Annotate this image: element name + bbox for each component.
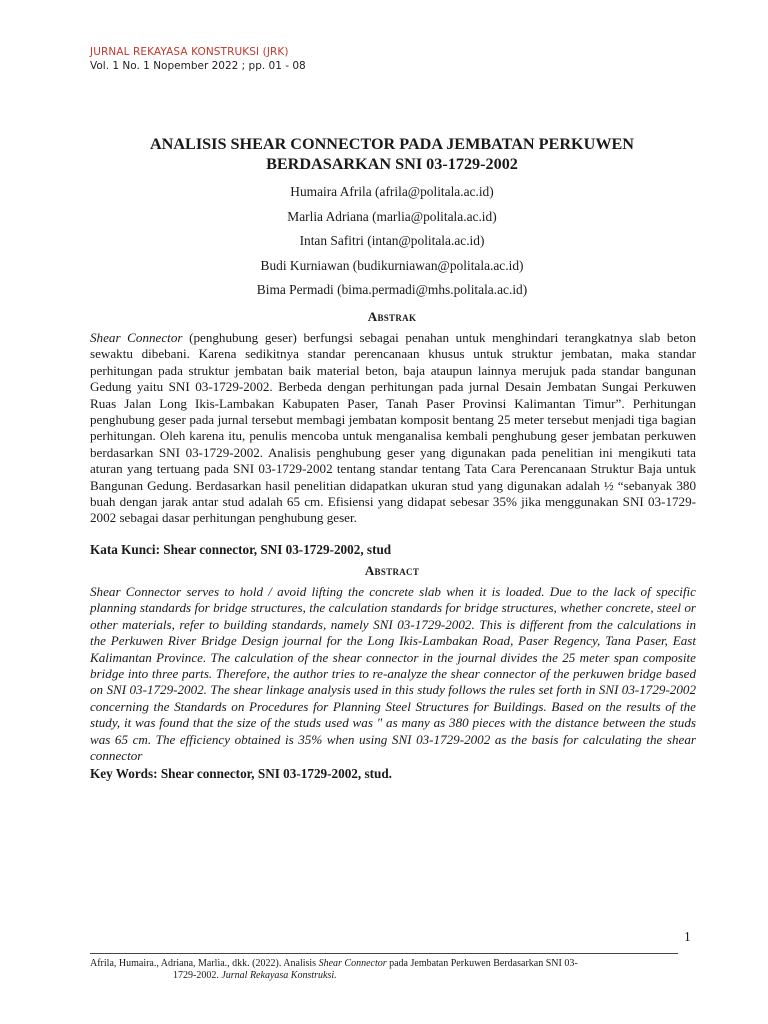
citation-italic: Shear Connector <box>318 958 387 969</box>
title-line-2: BERDASARKAN SNI 03-1729-2002 <box>266 155 518 173</box>
kata-kunci: Kata Kunci: Shear connector, SNI 03-1729-2002, stud <box>90 542 392 557</box>
abstrak-lead: Shear Connector <box>90 330 183 345</box>
abstract-body: Shear Connector serves to hold / avoid lifting the concrete slab when it is loaded. Due to the lack of specific planning standards for bridge structures, the calculation standards for bridge structures, whether concrete, steel or other materials, refer to building standards, namely SNI 03-1729-2002. This is different from the calculations in the Perkuwen River Bridge Design journal for the Long Ikis-Lambakan Road, Paser Regency, Tana Paser, East Kalimantan Province. The calculation of the shear connector in the journal divides the 25 meter span composite bridge into three parts. Therefore, the author tries to re-analyze the shear connector of the perkuwen bridge based on SNI 03-1729-2002. The shear linkage analysis used in this study follows the rules set forth in SNI 03-1729-2002 concerning the Standards on Procedures for Planning Steel Structures for Buildings. Based on the results of the study, it was found that the size of the studs used was " as many as 380 pieces with the distance between the studs was 65 cm. The efficiency obtained is 35% when using SNI 03-1729-2002 as the basis for calculating the shear connector <box>90 584 696 764</box>
citation-journal: Jurnal Rekayasa Konstruksi. <box>221 970 337 981</box>
citation-part-c: 1729-2002. <box>173 970 222 981</box>
journal-name: JURNAL REKAYASA KONSTRUKSI (JRK) <box>90 46 289 58</box>
key-words: Key Words: Shear connector, SNI 03-1729-2002, stud. <box>90 766 392 781</box>
title-line-1: ANALISIS SHEAR CONNECTOR PADA JEMBATAN PERKUWEN <box>149 135 635 153</box>
abstrak-heading: Abstrak <box>367 309 417 324</box>
citation-part-a: Afrila, Humaira., Adriana, Marlia., dkk. (2022). Analisis <box>90 958 319 969</box>
page-number: 1 <box>684 929 691 944</box>
abstrak-body <box>90 330 696 527</box>
abstract-heading: Abstract <box>364 563 420 578</box>
citation-part-b: pada Jembatan Perkuwen Berdasarkan SNI 03- <box>386 958 578 969</box>
author-2: Marlia Adriana (marlia@politala.ac.id) <box>287 208 497 224</box>
author-1: Humaira Afrila (afrila@politala.ac.id) <box>290 184 494 199</box>
abstrak-text: (penghubung geser) berfungsi sebagai penahan untuk menghindari terangkatnya slab beton sewaktu dibebani. Karena sedikitnya standar perencanaan khusus untuk struktur jembatan, maka standar perhitungan pada struktur jembatan baik material beton, baja ataupun lainnya merujuk pada standar bangunan Gedung yaitu SNI 03-1729-2002. Berbeda dengan perhitungan pada jurnal Desain Jembatan Sungai Perkuwen Ruas Jalan Long Ikis-Lambakan Kabupaten Paser, Tanah Paser Provinsi Kalimantan Timur”. Perhitungan penghubung geser pada jurnal tersebut membagi jembatan komposit bentang 25 meter tersebut menjadi tiga bagian perhitungan. Oleh karena itu, penulis mencoba untuk menganalisa kembali penghubung geser jembatan perkuwen berdasarkan SNI 03-1729-2002. Analisis penghubung geser yang digunakan pada penelitian ini mengikuti tata aturan yang tertuang pada SNI 03-1729-2002 tentang standar tentang Tata Cara Perencanaan Struktur Baja untuk Bangunan Gedung. Berdasarkan hasil penelitian didapatkan ukuran stud yang digunakan adalah ½ “sebanyak 380 buah dengan jarak antar stud adalah 65 cm. Efisiensi yang didapat sebesar 35% jika menggunakan SNI 03-1729-2002 sebagai dasar perhitungan penghubung geser. <box>90 330 696 526</box>
author-4: Budi Kurniawan (budikurniawan@politala.ac.id) <box>260 257 524 273</box>
footer-citation <box>90 958 690 982</box>
author-3: Intan Safitri (intan@politala.ac.id) <box>299 233 485 248</box>
journal-volume: Vol. 1 No. 1 Nopember 2022 ; pp. 01 - 08 <box>90 60 306 72</box>
author-list <box>90 180 694 303</box>
paper-title <box>90 134 694 174</box>
author-5: Bima Permadi (bima.permadi@mhs.politala.ac.id) <box>256 282 528 297</box>
citation-line-2 <box>90 970 690 982</box>
footer-divider <box>90 953 678 954</box>
